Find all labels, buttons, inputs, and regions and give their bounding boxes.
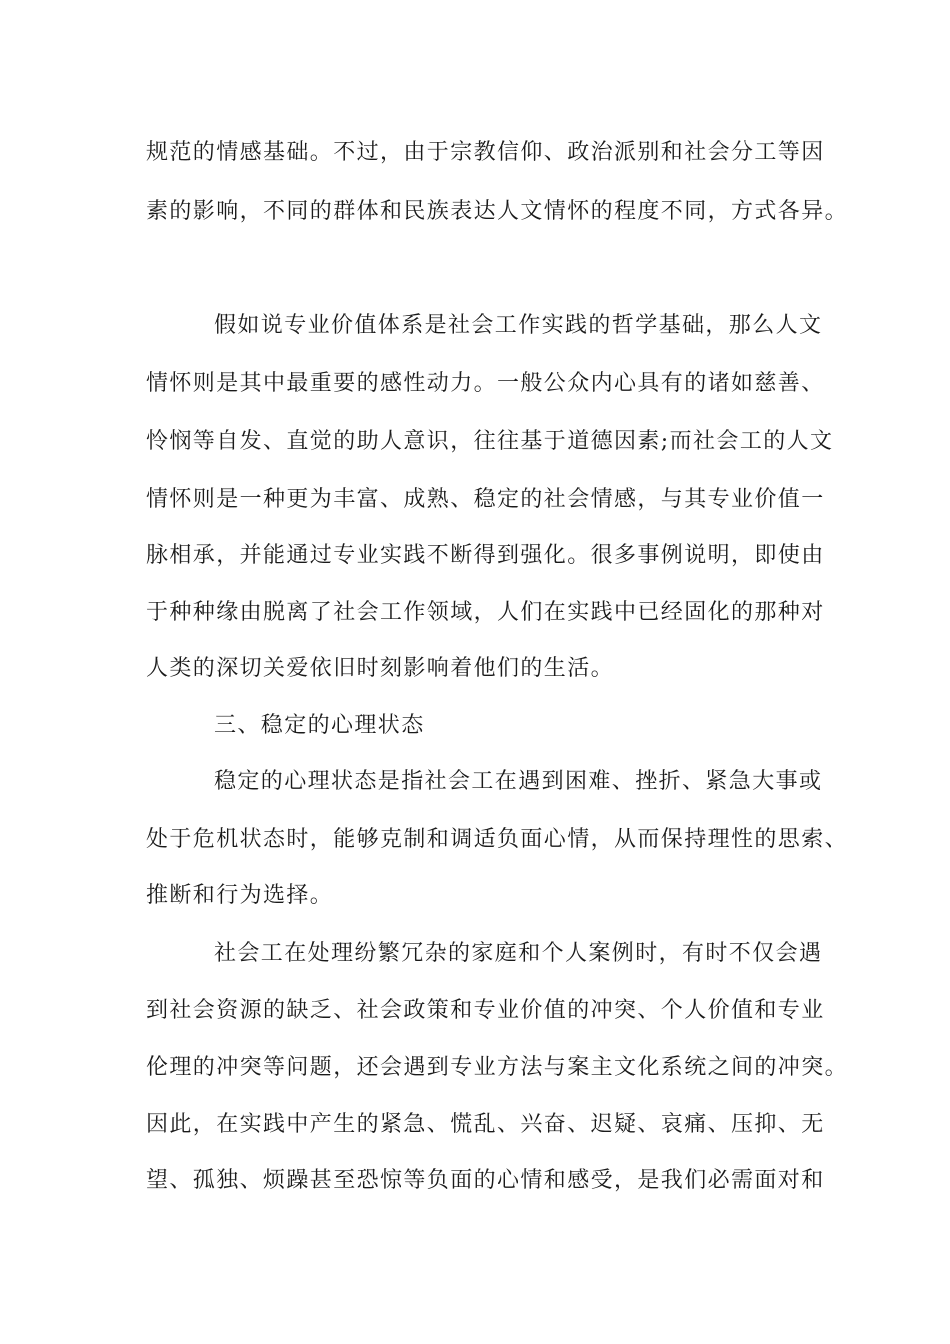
paragraph-first-line: 社会工在处理纷繁冗杂的家庭和个人案例时，有时不仅会遇	[214, 941, 823, 966]
text-line: 于种种缘由脱离了社会工作领域，人们在实践中已经固化的那种对	[146, 600, 825, 625]
text-line: 推断和行为选择。	[146, 883, 334, 908]
text-line: 规范的情感基础。不过，由于宗教信仰、政治派别和社会分工等因	[146, 140, 825, 165]
text-line: 望、孤独、烦躁甚至恐惊等负面的心情和感受，是我们必需面对和	[146, 1168, 825, 1193]
text-line: 到社会资源的缺乏、社会政策和专业价值的冲突、个人价值和专业	[146, 998, 825, 1023]
text-line: 因此，在实践中产生的紧急、慌乱、兴奋、迟疑、哀痛、压抑、无	[146, 1112, 825, 1137]
text-line: 素的影响，不同的群体和民族表达人文情怀的程度不同，方式各异。	[146, 199, 849, 224]
text-line: 人类的深切关爱依旧时刻影响着他们的生活。	[146, 656, 615, 681]
text-line: 脉相承，并能通过专业实践不断得到强化。很多事例说明，即使由	[146, 543, 825, 568]
text-line: 情怀则是其中最重要的感性动力。一般公众内心具有的诸如慈善、	[146, 371, 825, 396]
paragraph-first-line: 假如说专业价值体系是社会工作实践的哲学基础，那么人文	[214, 313, 823, 338]
paragraph-first-line: 稳定的心理状态是指社会工在遇到困难、挫折、紧急大事或	[214, 769, 823, 794]
text-line: 怜悯等自发、直觉的助人意识，往往基于道德因素;而社会工的人文	[146, 429, 834, 454]
section-heading: 三、稳定的心理状态	[214, 713, 425, 738]
text-line: 处于危机状态时，能够克制和调适负面心情，从而保持理性的思索、	[146, 827, 849, 852]
text-line: 伦理的冲突等问题，还会遇到专业方法与案主文化系统之间的冲突。	[146, 1055, 849, 1080]
text-line: 情怀则是一种更为丰富、成熟、稳定的社会情感，与其专业价值一	[146, 487, 825, 512]
